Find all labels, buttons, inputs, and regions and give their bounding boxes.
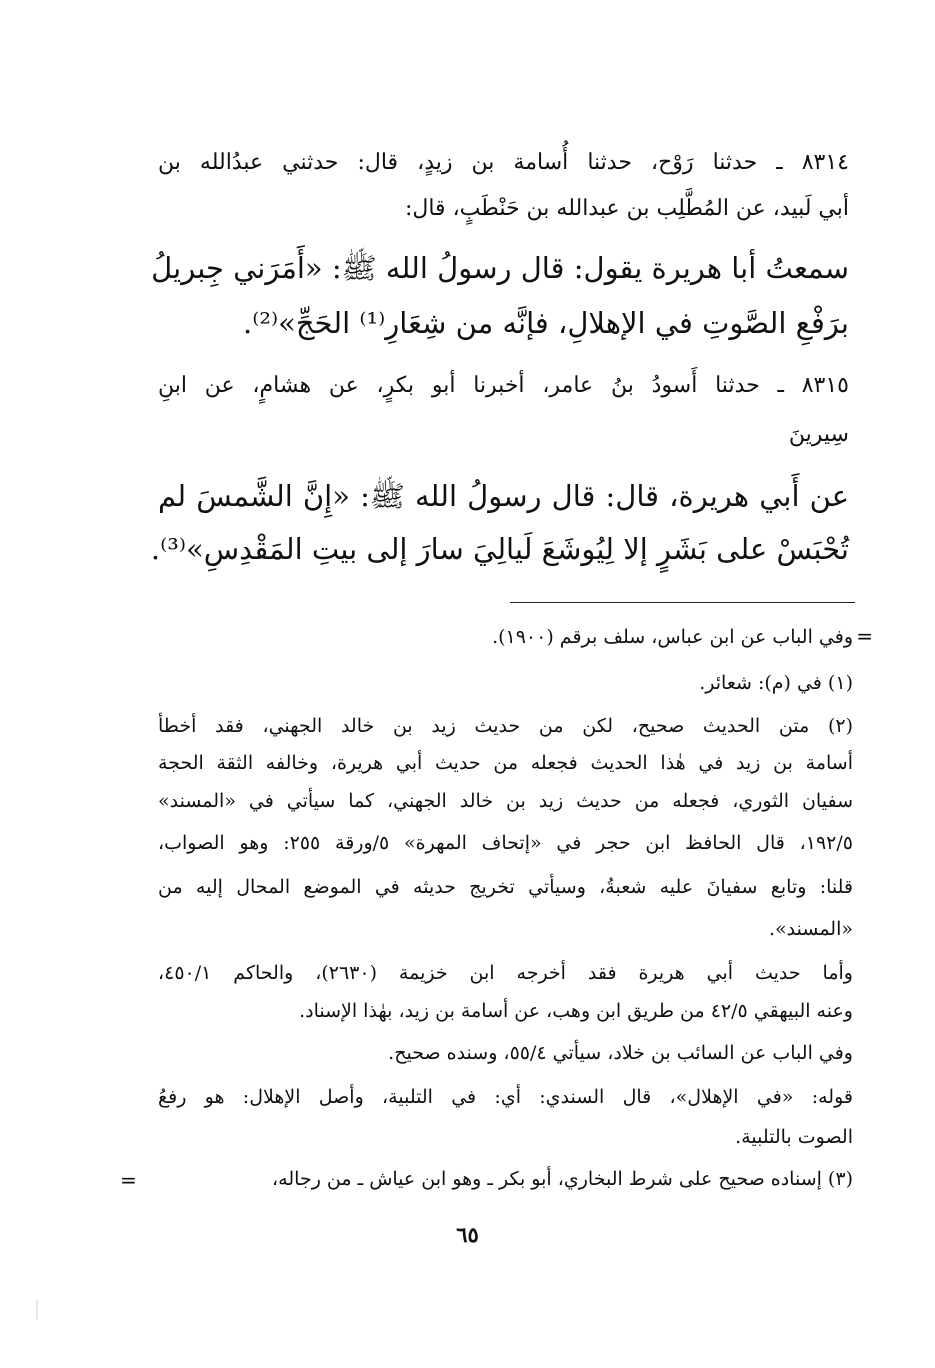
scan-artifact xyxy=(36,1300,38,1320)
footnote-line-7: قلنا: وتابع سفيانَ عليه شعبةُ، وسيأتي تخريج حديثه في الموضع المحال إليه من xyxy=(158,876,853,898)
hadith-8314-matn-line-2: برَفْعِ الصَّوتِ في الإهلالِ، فإنَّه من شِعَارِ⁽¹⁾ الحَجِّ»⁽²⁾. xyxy=(242,306,849,340)
footnote-line-8: «المسند». xyxy=(769,918,853,940)
footnote-line-3: (٢) متن الحديث صحيح، لكن من حديث زيد بن خالد الجهني، فقد أخطأ xyxy=(158,715,853,737)
hadith-8314-matn-line-1: سمعتُ أبا هريرة يقول: قال رسولُ الله ﷺ: «أَمَرَني جِبريلُ xyxy=(151,251,849,285)
hadith-8315-chain-line-1: ٨٣١٥ ـ حدثنا أَسودُ بنُ عامر، أخبرنا أبو بكرٍ، عن هشامٍ، عن ابنِ xyxy=(158,373,849,398)
footnote-line-1: وفي الباب عن ابن عباس، سلف برقم (١٩٠٠). xyxy=(492,626,853,648)
footnote-line-2: (١) في (م): شعائر. xyxy=(699,672,853,694)
footnote-line-11: وفي الباب عن السائب بن خلاد، سيأتي ٥٥/٤، وسنده صحيح. xyxy=(388,1042,853,1064)
hadith-8314-chain-line-1: ٨٣١٤ ـ حدثنا رَوْح، حدثنا أُسامة بن زيدٍ، قال: حدثني عبدُالله بن xyxy=(158,150,849,175)
hadith-8315-matn-line-2: تُحْبَسْ على بَشَرٍ إلا لِيُوشَعَ لَيالِيَ سارَ إلى بيتِ المَقْدِسِ»⁽³⁾. xyxy=(150,532,849,566)
footnote-separator xyxy=(510,602,855,603)
page-number: ٦٥ xyxy=(456,1222,479,1247)
footnote-line-4: أسامة بن زيد في هٰذا الحديث فجعله من حديث أبي هريرة، وخالفه الثقة الحجة xyxy=(158,752,853,774)
footnote-continuation-mark-bottom: = xyxy=(120,1168,137,1192)
footnote-line-10: وعنه البيهقي ٤٢/٥ من طريق ابن وهب، عن أسامة بن زيد، بهٰذا الإسناد. xyxy=(299,1000,853,1022)
hadith-8314-chain-line-2: أبي لَبيد، عن المُطَّلِب بن عبدالله بن حَنْطَبٍ، قال: xyxy=(404,196,849,221)
footnote-line-12: قوله: «في الإهلال»، قال السندي: أي: في التلبية، وأصل الإهلال: هو رفعُ xyxy=(158,1086,853,1108)
footnote-line-6: ١٩٢/٥، قال الحافظ ابن حجر في «إتحاف المهرة» ٥/ورقة ٢٥٥: وهو الصواب، xyxy=(158,832,853,854)
hadith-8315-chain-line-2: سِيرينَ xyxy=(788,422,849,447)
footnote-line-14: (٣) إسناده صحيح على شرط البخاري، أبو بكر ـ وهو ابن عياش ـ من رجاله، xyxy=(272,1168,853,1190)
footnote-line-9: وأما حديث أبي هريرة فقد أخرجه ابن خزيمة (٢٦٣٠)، والحاكم ٤٥٠/١، xyxy=(158,962,853,984)
hadith-8315-matn-line-1: عن أَبي هريرة، قال: قال رسولُ الله ﷺ: «إِنَّ الشَّمسَ لم xyxy=(158,479,849,513)
footnote-line-13: الصوت بالتلبية. xyxy=(735,1126,853,1148)
footnote-line-5: سفيان الثوري، فجعله من حديث زيد بن خالد الجهني، كما سيأتي في «المسند» xyxy=(158,790,853,812)
footnote-continuation-mark-top: = xyxy=(856,624,873,648)
